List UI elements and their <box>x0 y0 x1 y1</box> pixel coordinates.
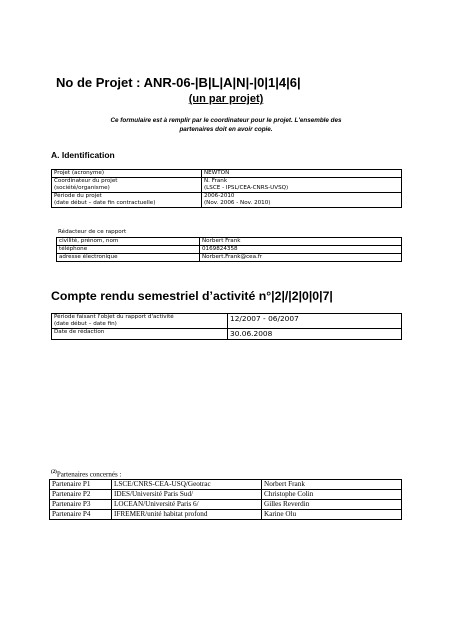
table-row <box>50 490 402 500</box>
identification-value <box>202 170 402 178</box>
intro-line-1: Ce formulaire est à remplir par le coordinateur pour le projet. L'ensemble des <box>110 117 342 124</box>
partner-person: Karine Olu <box>262 510 402 520</box>
label-line: (date début – date fin) <box>54 321 117 327</box>
partners-heading-text: Partenaires concernés : <box>56 470 122 479</box>
partner-lab: IDES/Université Paris Sud/ <box>112 490 262 500</box>
partner-lab: LSCE/CNRS-CEA-USQ/Geotrac <box>112 480 262 490</box>
label-line: Période du projet <box>54 193 102 199</box>
redacteur-value-cell: Norbert.Frank@cea.fr <box>200 254 402 262</box>
partner-id: Partenaire P3 <box>50 500 112 510</box>
value-line: (LSCE - IPSL/CEA-CNRS-UVSQ) <box>204 185 289 191</box>
partner-person: Christophe Colin <box>262 490 402 500</box>
intro-line-2: partenaires doit en avoir copie. <box>179 126 273 133</box>
partner-person: Norbert Frank <box>262 480 402 490</box>
table-row <box>52 170 402 178</box>
value-line: (Nov. 2006 - Nov. 2010) <box>204 200 271 206</box>
redacteur-value-cell: 0169824358 <box>200 246 402 254</box>
table-row <box>52 193 402 208</box>
intro-note <box>70 116 382 134</box>
identification-label <box>52 170 202 178</box>
value-line: 2006-2010 <box>204 193 235 199</box>
table-row <box>50 480 402 490</box>
redaction-date-label: Date de rédaction <box>52 329 228 340</box>
partner-id: Partenaire P2 <box>50 490 112 500</box>
project-subtitle: (un par projet) <box>188 93 264 105</box>
label-line: Période faisant l'objet du rapport d'activité <box>54 314 174 320</box>
value-line: NEWTON <box>204 170 230 176</box>
label-line: Projet (acronyme) <box>54 170 105 176</box>
redacteur-label-cell: civilité, prénom, nom <box>57 238 200 246</box>
redacteur-value-cell: Norbert Frank <box>200 238 402 246</box>
redacteur-label-cell: téléphone <box>57 246 200 254</box>
partners-table <box>49 479 402 520</box>
table-row <box>52 178 402 193</box>
label-line: Coordinateur du projet <box>54 178 118 184</box>
partners-heading <box>51 470 121 478</box>
identification-value <box>202 193 402 208</box>
table-row <box>57 238 402 246</box>
report-period-table <box>51 313 402 340</box>
redacteur-label-cell: adresse électronique <box>57 254 200 262</box>
identification-label <box>52 193 202 208</box>
table-row <box>52 329 402 340</box>
table-row <box>50 500 402 510</box>
partner-id: Partenaire P1 <box>50 480 112 490</box>
report-period-value: 12/2007 - 06/2007 <box>228 314 402 329</box>
table-row <box>57 246 402 254</box>
partner-lab: IFREMER/unité habitat profond <box>112 510 262 520</box>
section-heading-identification: A. Identification <box>51 150 115 160</box>
identification-label <box>52 178 202 193</box>
label-line: (date début – date fin contractuelle) <box>54 200 156 206</box>
table-row <box>57 254 402 262</box>
report-period-label <box>52 314 228 329</box>
identification-table <box>51 169 402 208</box>
value-line: N. Frank <box>204 178 228 184</box>
compte-rendu-title: Compte rendu semestriel d’activité n°|2|/|2|0|0|7| <box>51 289 333 303</box>
identification-value <box>202 178 402 193</box>
table-row <box>50 510 402 520</box>
partner-lab: LOCEAN/Université Paris 6/ <box>112 500 262 510</box>
redaction-date-value: 30.06.2008 <box>228 329 402 340</box>
label-line: (société/organisme) <box>54 185 110 191</box>
partner-person: Gilles Reverdin <box>262 500 402 510</box>
partner-id: Partenaire P4 <box>50 510 112 520</box>
redacteur-heading: Rédacteur de ce rapport <box>58 229 127 235</box>
footnote-marker: (2) <box>51 470 57 475</box>
redacteur-table <box>56 237 402 262</box>
table-row <box>52 314 402 329</box>
project-number-title: No de Projet : ANR-06-|B|L|A|N|-|0|1|4|6| <box>56 75 301 90</box>
